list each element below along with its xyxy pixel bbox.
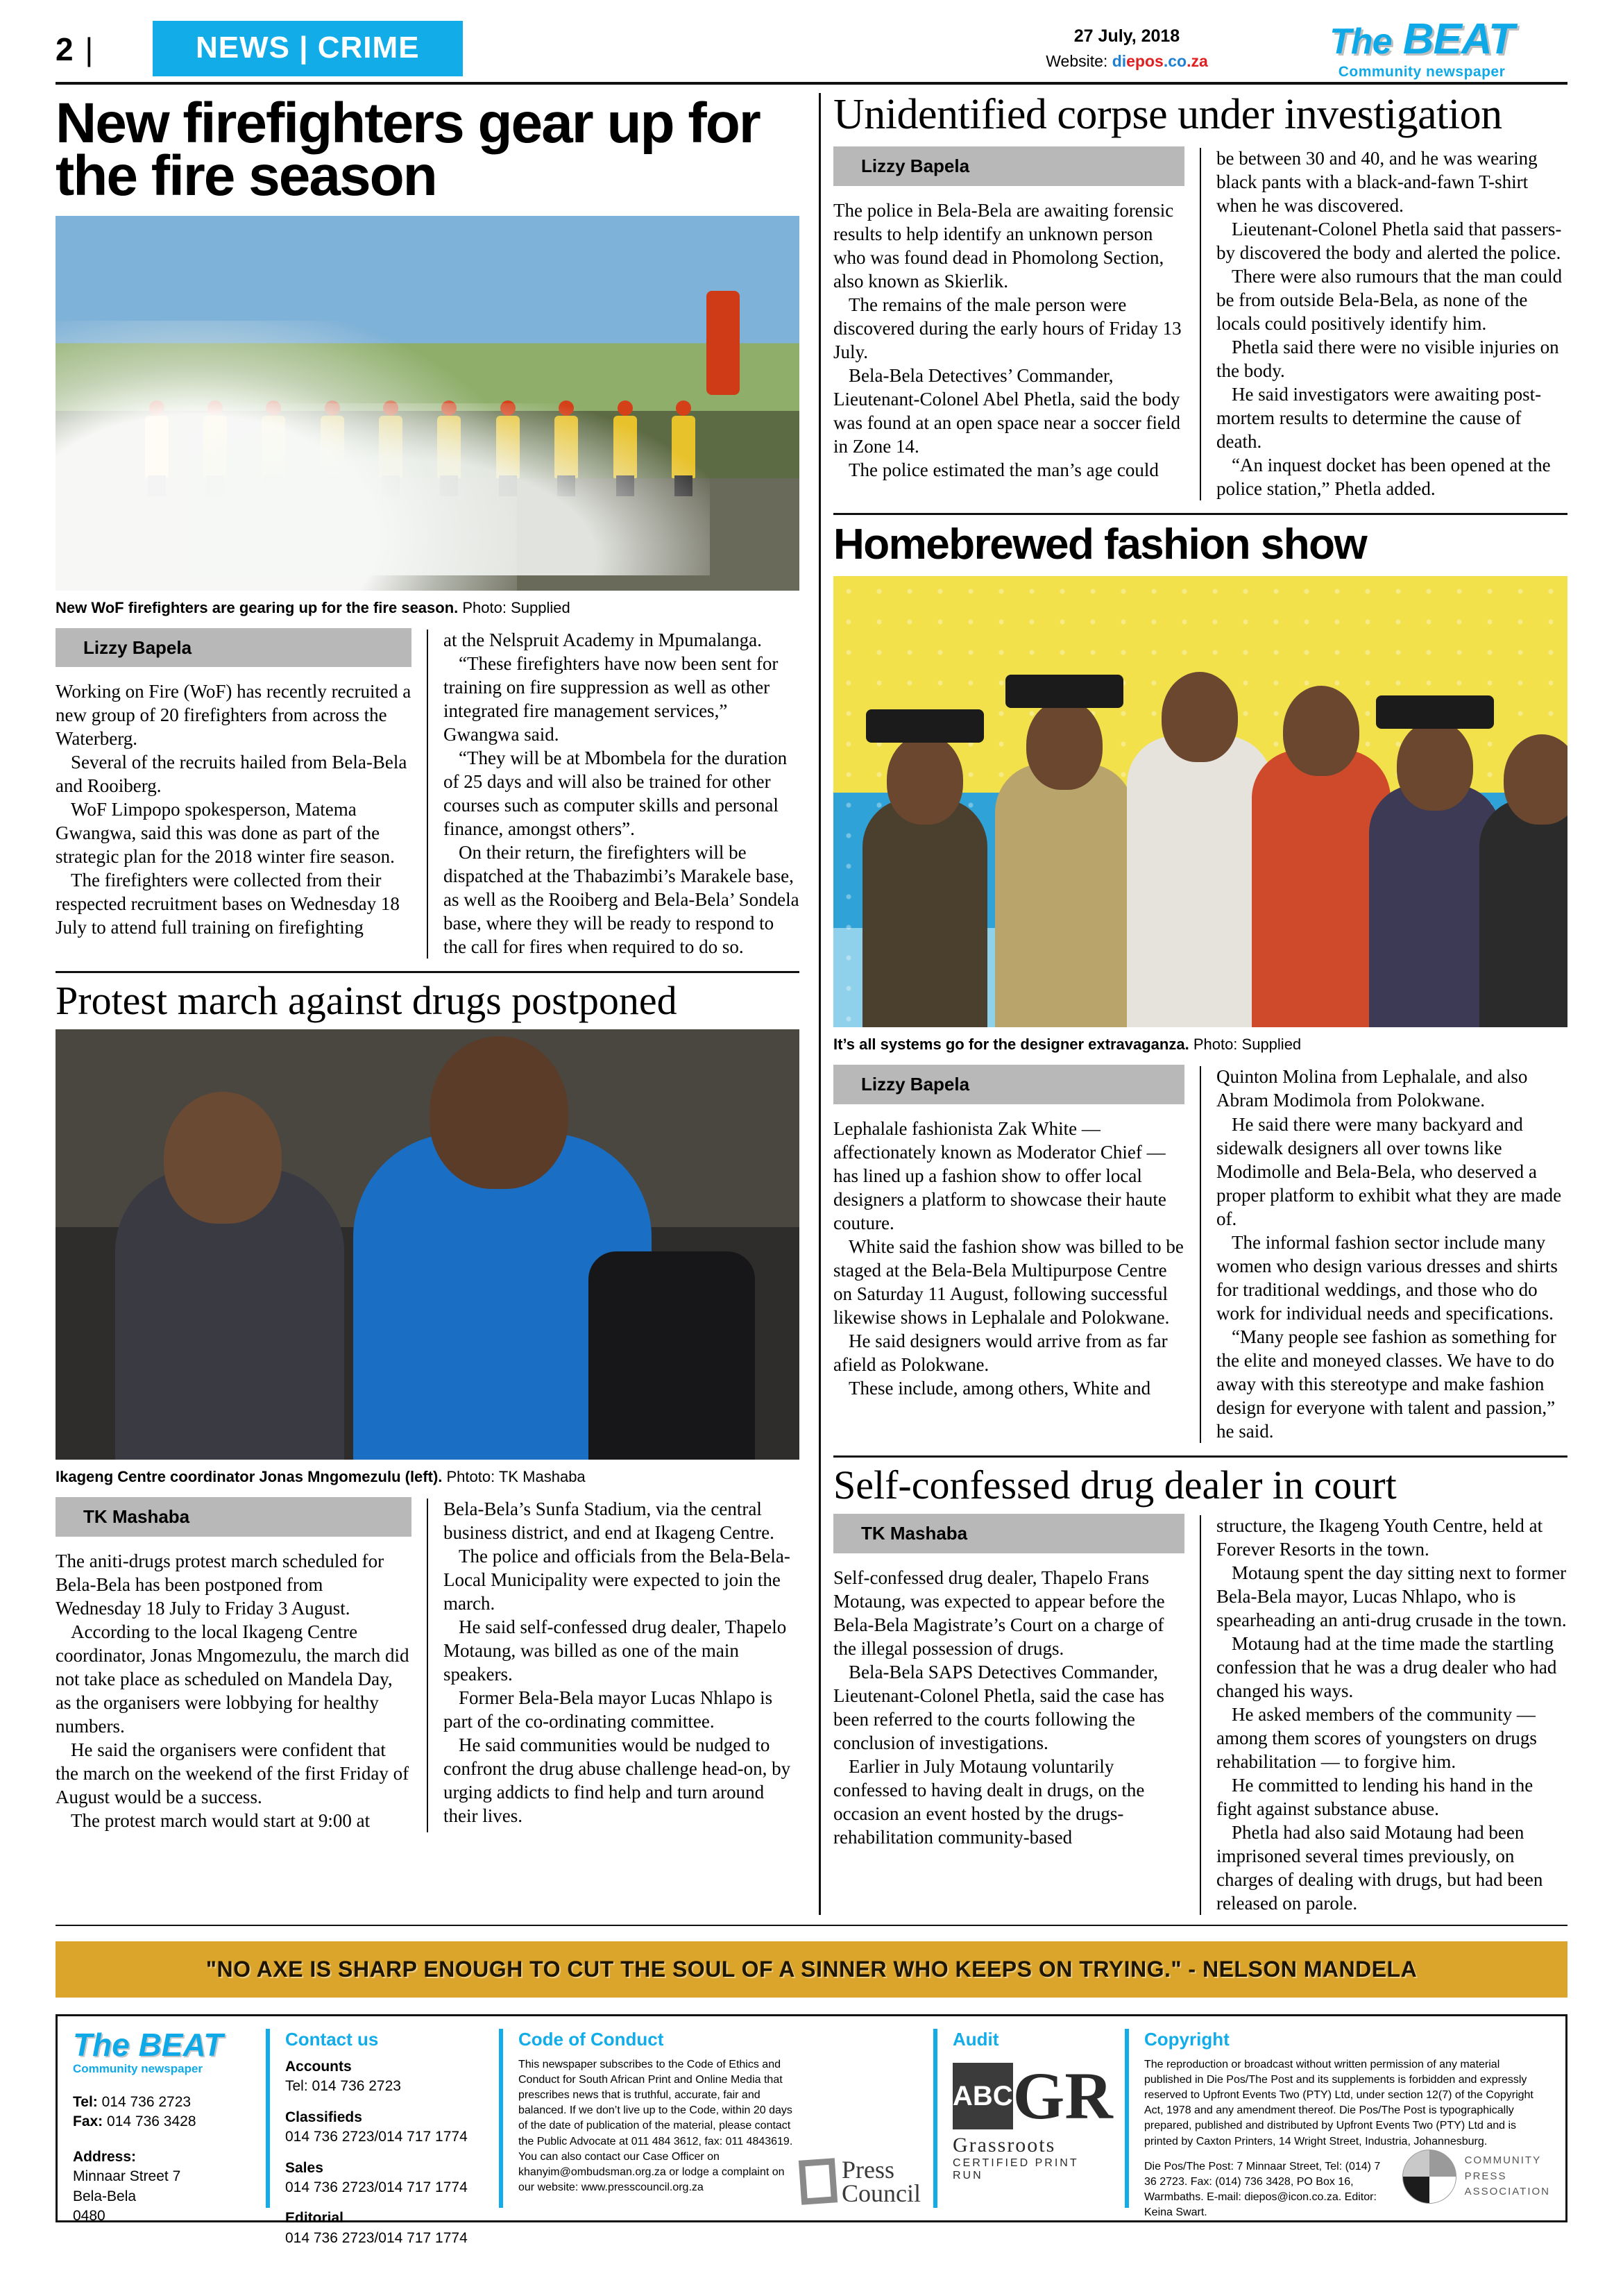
footer-fax-label: Fax: — [73, 2113, 103, 2130]
protest-photo-person-left — [115, 1168, 344, 1460]
website-part-1[interactable]: di — [1112, 52, 1127, 70]
footer-editorial-label: Editorial — [285, 2210, 344, 2227]
footer-audit-block — [937, 2016, 1125, 2220]
firefighters-photo-smoke-2 — [189, 403, 710, 575]
footer-logo — [73, 2029, 250, 2076]
fashion-model-3 — [1127, 736, 1273, 1027]
footer-classifieds-value: 014 736 2723/014 717 1774 — [285, 2129, 468, 2145]
dealer-p6: Motaung had at the time made the startling confession that he was a drug dealer who had changed his ways. — [1216, 1632, 1557, 1701]
firefighters-p3: WoF Limpopo spokesperson, Matema Gwangwa, said this was done as part of the strategic plan for the 2018 winter fire season. — [56, 799, 395, 868]
footer-sales — [285, 2159, 484, 2198]
footer-logo-subtitle: Community newspaper — [73, 2062, 203, 2076]
fashion-end-rule — [833, 1455, 1567, 1458]
logo-word-beat: BEAT — [1402, 15, 1514, 63]
left-column — [56, 87, 819, 1915]
masthead-logo-text — [1276, 15, 1567, 63]
corpse-end-rule — [833, 513, 1567, 515]
firefighters-body-col-2 — [443, 628, 799, 959]
footer-copyright-block — [1129, 2016, 1565, 2220]
dealer-p8: He committed to lending his hand in the fight against substance abuse. — [1216, 1775, 1533, 1820]
protest-byline: TK Mashaba — [56, 1497, 411, 1537]
press-council-line-2: Council — [842, 2179, 921, 2207]
dealer-body — [833, 1514, 1567, 1915]
masthead-rule — [56, 82, 1567, 85]
website-line — [978, 52, 1276, 71]
protest-p5: Bela-Bela’s Sunfa Stadium, via the central business district, and end at Ikageng Centre. — [443, 1498, 774, 1543]
dealer-column-divider — [1200, 1515, 1201, 1915]
fashion-body-col-1 — [833, 1065, 1184, 1442]
protest-caption-bold: Ikageng Centre coordinator Jonas Mngomezulu (left). — [56, 1467, 443, 1485]
article-fashion — [833, 523, 1567, 1457]
corpse-p5: be between 30 and 40, and he was wearing black pants with a black-and-fawn T-shirt when he was discovered. — [1216, 148, 1538, 217]
corpse-p8: Phetla said there were no visible injuries on the body. — [1216, 337, 1559, 382]
footer-address-label: Address: — [73, 2148, 137, 2165]
protest-p3: He said the organisers were confident that the march on the weekend of the first Friday of August would be a success. — [56, 1739, 409, 1807]
protest-p9: He said communities would be nudged to confront the drug abuse challenge head-on, by urging addicts to find help and turn around their lives. — [443, 1734, 791, 1827]
footer-logo-text — [73, 2029, 250, 2061]
corpse-p1: The police in Bela-Bela are awaiting forensic results to help identify an unknown person who was found dead in Phomolong Section, also known as Skierlik. — [833, 199, 1174, 292]
fashion-p1: Lephalale fashionista Zak White — affectionately known as Moderator Chief — has lined up a fashion show to offer local designers a platform to showcase their haute couture. — [833, 1118, 1166, 1234]
protest-body — [56, 1497, 799, 1832]
cpa-line-2: PRESS — [1464, 2170, 1507, 2182]
gr-badge: GR — [1012, 2058, 1113, 2133]
dealer-p2: Bela-Bela SAPS Detectives Commander, Lieutenant-Colonel Phetla, said the case has been referred to the courts following the conclusion of investigations. — [833, 1661, 1164, 1753]
fashion-photo — [833, 576, 1567, 1027]
protest-headline: Protest march against drugs postponed — [56, 977, 677, 1023]
certified-print-run-label: CERTIFIED PRINT RUN — [953, 2157, 1079, 2182]
footer-editorial-value: 014 736 2723/014 717 1774 — [285, 2229, 468, 2246]
press-council-logo — [800, 2155, 921, 2207]
fashion-p3: He said designers would arrive from as far afield as Polokwane. — [833, 1331, 1168, 1376]
firefighters-p5: at the Nelspruit Academy in Mpumalanga. — [443, 629, 762, 650]
cpa-line-1: COMMUNITY — [1464, 2154, 1542, 2167]
firefighters-photo-figure — [706, 291, 740, 395]
footer-accounts — [285, 2057, 484, 2097]
firefighters-headline: New firefighters gear up for the fire season — [56, 92, 760, 208]
dealer-byline: TK Mashaba — [833, 1514, 1184, 1553]
protest-caption-credit: Phtoto: TK Mashaba — [442, 1467, 586, 1485]
fashion-column-divider — [1200, 1066, 1201, 1442]
footer-contact-us-block — [270, 2016, 499, 2246]
quote-banner: "NO AXE IS SHARP ENOUGH TO CUT THE SOUL OF A SINNER WHO KEEPS ON TRYING." - NELSON MANDELA — [56, 1941, 1567, 1998]
firefighters-end-rule — [56, 971, 799, 973]
protest-p6: The police and officials from the Bela-Bela-Local Municipality were expected to join the march. — [443, 1545, 790, 1614]
fashion-p7: The informal fashion sector include many women who design various dresses and shirts for traditional weddings, and those who do work for individual needs and specifications. — [1216, 1231, 1558, 1324]
masthead-logo-subtitle: Community newspaper — [1338, 64, 1506, 80]
page-number-block — [56, 12, 153, 68]
footer-address-block — [73, 2147, 250, 2226]
dealer-p7: He asked members of the community — among them scores of youngsters on drugs rehabilitation — to forgive him. — [1216, 1704, 1537, 1773]
community-press-association-logo — [1402, 2150, 1550, 2204]
firefighters-p7: “They will be at Mbombela for the duration of 25 days and will also be trained for other courses such as computer skills and personal finance, amongst others”. — [443, 747, 788, 839]
footer-editorial — [285, 2209, 484, 2248]
footer-classifieds — [285, 2108, 484, 2147]
firefighters-body — [56, 628, 799, 959]
footer-code-body: This newspaper subscribes to the Code of Ethics and Conduct for South African Print and Online Media that prescribes news that is truthful, accurate, fair and balanced. If we don’t live up to the Code, within 20 days of the date of publication of the material, please contact the Public Advocate at 011 484 3612, fax: 011 4843619. You can also contact our Case Officer on khanyim@ombudsman.org.za or lodge a complaint on our website: www.presscouncil.org.za — [518, 2059, 793, 2193]
page-masthead — [56, 0, 1567, 78]
article-firefighters — [56, 92, 799, 973]
protest-photo — [56, 1029, 799, 1460]
firefighters-photo — [56, 216, 799, 591]
footer-contact-heading: Contact us — [285, 2029, 379, 2050]
protest-column-divider — [427, 1499, 428, 1832]
fashion-byline: Lizzy Bapela — [833, 1065, 1184, 1104]
dealer-p1: Self-confessed drug dealer, Thapelo Frans Motaung, was expected to appear before the Bela-Bela Magistrate’s Court on a charge of the illegal possession of drugs. — [833, 1567, 1165, 1659]
cpa-icon — [1402, 2150, 1456, 2204]
fashion-headline: Homebrewed fashion show — [833, 521, 1367, 569]
dealer-p9: Phetla had also said Motaung had been imprisoned several times previously, on charges of dealing with drugs, but had been released on parole. — [1216, 1822, 1543, 1914]
footer-logo-word-beat: BEAT — [138, 2027, 223, 2063]
protest-body-col-2 — [443, 1497, 799, 1832]
footer-address-line-2: Bela-Bela — [73, 2188, 137, 2204]
corpse-column-divider — [1200, 148, 1201, 500]
footer-copyright-heading: Copyright — [1144, 2029, 1230, 2050]
abc-gr-logo — [953, 2058, 1113, 2133]
fashion-caption-bold: It’s all systems go for the designer extravaganza. — [833, 1036, 1189, 1054]
firefighters-caption-bold: New WoF firefighters are gearing up for the fire season. — [56, 598, 459, 616]
footer-tel-value: 014 736 2723 — [101, 2094, 192, 2111]
dealer-headline: Self-confessed drug dealer in court — [833, 1462, 1397, 1508]
page-center-divider — [819, 93, 821, 1915]
firefighters-byline: Lizzy Bapela — [56, 628, 411, 668]
footer-accounts-label: Accounts — [285, 2059, 352, 2075]
press-council-line-1: Press — [842, 2155, 895, 2184]
footer-copyright-contact: Die Pos/The Post: 7 Minnaar Street, Tel: (014) 7 36 2723. Fax: (014) 736 3428, PO Box 16, Warmbaths. E-mail: diepos@icon.co.za. Editor: Keina Swart. — [1144, 2160, 1381, 2218]
fashion-p4: These include, among others, White and — [849, 1378, 1151, 1399]
corpse-p2: The remains of the male person were discovered during the early hours of Friday 13 July. — [833, 294, 1182, 363]
date-block — [978, 12, 1276, 71]
protest-p8: Former Bela-Bela mayor Lucas Nhlapo is part of the co-ordinating committee. — [443, 1687, 773, 1732]
article-corpse — [833, 93, 1567, 515]
abc-badge: ABC — [953, 2063, 1013, 2129]
fashion-p8: “Many people see fashion as something for the elite and moneyed classes. We have to do away with this stereotype and make fashion design for everyone with talent and passion,” he said. — [1216, 1326, 1556, 1442]
protest-p1: The aniti-drugs protest march scheduled for Bela-Bela has been postponed from Wednesday 18 July to Friday 3 August. — [56, 1550, 384, 1619]
firefighters-photo-caption — [56, 599, 799, 617]
fashion-body-col-2 — [1216, 1065, 1567, 1442]
footer-accounts-value: Tel: 014 736 2723 — [285, 2078, 401, 2095]
corpse-body-col-2 — [1216, 146, 1567, 500]
firefighters-p4: The firefighters were collected from their respected recruitment bases on Wednesday 18 July to attend full training on firefighting — [56, 870, 400, 938]
website-part-3[interactable]: .co — [1163, 52, 1187, 70]
article-protest — [56, 977, 799, 1832]
corpse-p6: Lieutenant-Colonel Phetla said that passers-by discovered the body and alerted the police. — [1216, 219, 1562, 264]
press-council-icon — [799, 2158, 838, 2204]
page-number: 2 — [56, 31, 75, 67]
footer-tel-line — [73, 2093, 250, 2112]
protest-photo-chair — [588, 1251, 755, 1460]
corpse-headline: Unidentified corpse under investigation — [833, 91, 1502, 138]
page-columns — [56, 87, 1567, 1915]
protest-p2: According to the local Ikageng Centre coordinator, Jonas Mngomezulu, the march did not take place as scheduled on Mandela Day, as the organisers were lobbying for healthy numbers. — [56, 1621, 409, 1737]
page-number-divider: | — [85, 31, 95, 67]
corpse-p7: There were also rumours that the man could be from outside Bela-Bela, as none of the locals could positively identify him. — [1216, 266, 1563, 335]
dealer-p3: Earlier in July Motaung voluntarily confessed to having dealt in drugs, on the occasion an event hosted by the drugs-rehabilitation community-based — [833, 1755, 1145, 1848]
corpse-p4: The police estimated the man’s age could — [849, 459, 1159, 481]
logo-word-the: The — [1329, 22, 1392, 62]
footer-sales-label: Sales — [285, 2159, 323, 2176]
corpse-p10: “An inquest docket has been opened at the police station,” Phetla added. — [1216, 455, 1551, 500]
corpse-body-col-1 — [833, 146, 1184, 500]
fashion-caption-credit: Photo: Supplied — [1189, 1036, 1302, 1054]
dealer-p4: structure, the Ikageng Youth Centre, held at Forever Resorts in the town. — [1216, 1514, 1543, 1560]
firefighters-column-divider — [427, 630, 428, 959]
website-part-4[interactable]: .za — [1187, 52, 1208, 70]
footer-logo-word-the: The — [73, 2027, 130, 2063]
protest-body-col-1 — [56, 1497, 411, 1832]
corpse-byline: Lizzy Bapela — [833, 146, 1184, 186]
fashion-p6: He said there were many backyard and sidewalk designers all over towns like Modimolle and Bela-Bela, who deserved a proper platform to exhibit what they are made of. — [1216, 1113, 1562, 1229]
cpa-text — [1465, 2153, 1550, 2200]
corpse-p3: Bela-Bela Detectives’ Commander, Lieutenant-Colonel Abel Phetla, said the body was found at an open space near a soccer field in Zone 14. — [833, 365, 1181, 457]
footer-address-line-3: 0480 — [73, 2207, 105, 2224]
fashion-p5: Quinton Molina from Lephalale, and also Abram Modimola from Polokwane. — [1216, 1066, 1528, 1111]
dealer-p5: Motaung spent the day sitting next to former Bela-Bela mayor, Lucas Nhlapo, who is spearheading an anti-drug crusade in the town. — [1216, 1562, 1567, 1630]
cpa-line-3: ASSOCIATION — [1464, 2186, 1550, 2198]
footer-address-line-1: Minnaar Street 7 — [73, 2168, 181, 2185]
protest-p4: The protest march would start at 9:00 at — [71, 1809, 371, 1831]
website-label: Website: — [1046, 52, 1108, 70]
masthead-logo — [1276, 12, 1567, 81]
footer-code-heading: Code of Conduct — [518, 2029, 664, 2050]
firefighters-p8: On their return, the firefighters will be dispatched at the Thabazimbi’s Marakele base, as well as the Rooiberg and Bela-Bela’ Sondela base, where they will be ready to respond to the call for fires when required to do so. — [443, 841, 799, 957]
section-tag: NEWS | CRIME — [153, 21, 463, 76]
website-part-2[interactable]: epos — [1126, 52, 1164, 70]
protest-photo-caption — [56, 1468, 799, 1486]
press-council-text — [842, 2155, 921, 2207]
fashion-body — [833, 1065, 1567, 1442]
fashion-model-1 — [863, 798, 987, 1027]
page-footer — [56, 2014, 1567, 2246]
footer-fax-value: 014 736 3428 — [107, 2113, 196, 2130]
firefighters-p6: “These firefighters have now been sent for training on fire suppression as well as other integrated fire management services,” Gwangwa said. — [443, 652, 779, 745]
firefighters-caption-credit: Photo: Supplied — [458, 598, 570, 616]
right-column — [833, 87, 1567, 1915]
footer-sales-value: 014 736 2723/014 717 1774 — [285, 2179, 468, 2195]
pre-banner-rule — [56, 1925, 1567, 1926]
fashion-model-6 — [1479, 798, 1567, 1027]
firefighters-p1: Working on Fire (WoF) has recently recruited a new group of 20 firefighters from across the Waterberg. — [56, 681, 411, 750]
fashion-photo-caption — [833, 1036, 1567, 1054]
firefighters-p2: Several of the recruits hailed from Bela-Bela and Rooiberg. — [56, 752, 407, 797]
footer-audit-heading: Audit — [953, 2029, 999, 2050]
fashion-model-2 — [995, 763, 1134, 1027]
footer-code-block — [503, 2016, 933, 2220]
corpse-p9: He said investigators were awaiting post-mortem results to determine the cause of death. — [1216, 384, 1542, 453]
footer-tel-label: Tel: — [73, 2094, 98, 2111]
article-dealer — [833, 1464, 1567, 1915]
footer-fax-line — [73, 2112, 250, 2132]
fashion-p2: White said the fashion show was billed to be staged at the Bela-Bela Multipurpose Centre on Saturday 11 August, following successful likewise shows in Lephalale and Polokwane. — [833, 1236, 1184, 1328]
firefighters-body-col-1 — [56, 628, 411, 959]
dealer-body-col-1 — [833, 1514, 1184, 1915]
grassroots-label: Grassroots — [953, 2134, 1056, 2157]
footer-contact-block — [58, 2016, 266, 2224]
corpse-body — [833, 146, 1567, 500]
footer-classifieds-label: Classifieds — [285, 2109, 362, 2125]
publication-date: 27 July, 2018 — [1073, 26, 1180, 46]
dealer-body-col-2 — [1216, 1514, 1567, 1915]
protest-p7: He said self-confessed drug dealer, Thapelo Motaung, was billed as one of the main speakers. — [443, 1616, 787, 1685]
footer-copyright-body: The reproduction or broadcast without written permission of any material published in Die Pos/The Post and its supplements is forbidden and expressly reserved to Upfront Events Two (PTY) Ltd, under section 12(7) of the Copyright Act, 1978 and any amendment thereof. Die Pos/The Post is typographically prepared, published and distributed by Upfront Events Two (PTY) Ltd and is printed by Caxton Printers, 14 Wright Street, Industria, Johannesburg. — [1144, 2059, 1533, 2147]
